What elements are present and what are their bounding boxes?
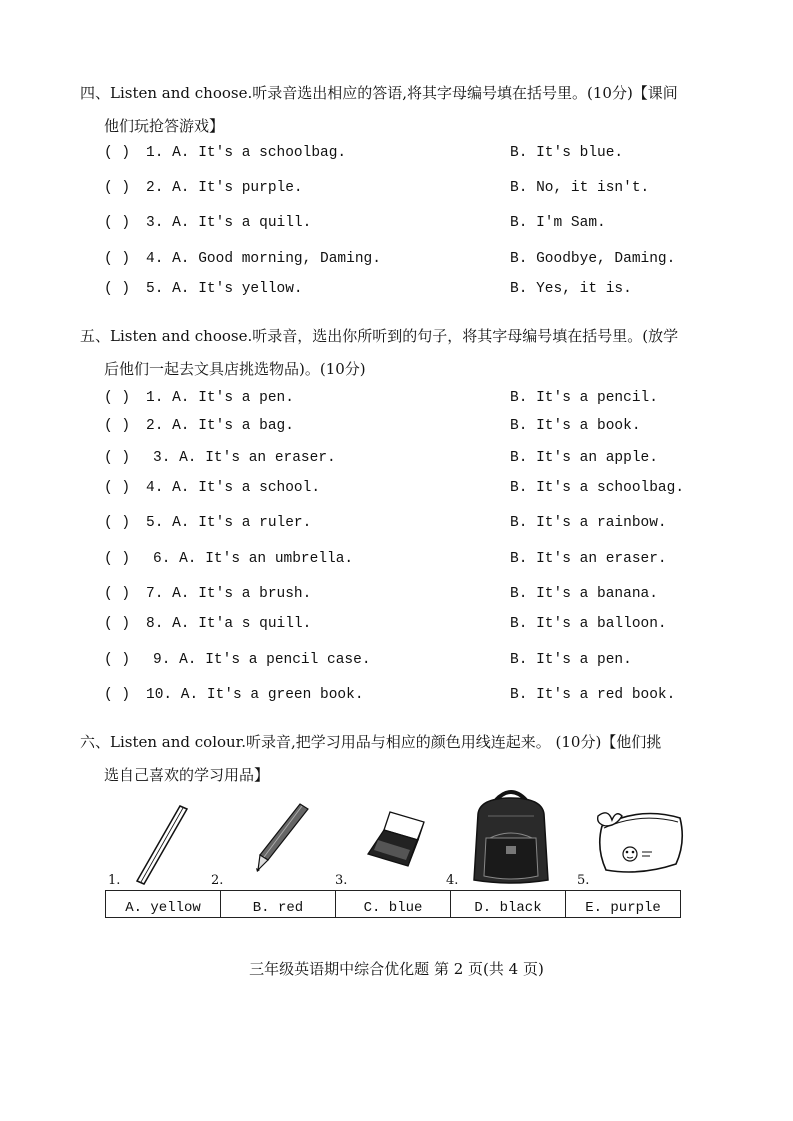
- colour-option-blue[interactable]: C. blue: [336, 891, 451, 918]
- answer-blank[interactable]: ( ): [104, 145, 131, 161]
- colour-option-yellow[interactable]: A. yellow: [106, 891, 221, 918]
- picture-number-2: 2.: [211, 873, 224, 888]
- option-b: B. It's a schoolbag.: [510, 480, 685, 496]
- option-a: 7. A. It's a brush.: [146, 586, 312, 602]
- picture-number-3: 3.: [335, 873, 348, 888]
- colour-options-table: [105, 890, 681, 918]
- option-b: B. I'm Sam.: [510, 215, 606, 231]
- answer-blank[interactable]: ( ): [104, 687, 131, 703]
- option-a: 6. A. It's an umbrella.: [153, 551, 354, 567]
- ruler-icon[interactable]: [132, 804, 192, 886]
- option-a: 2. A. It's a bag.: [146, 418, 294, 434]
- option-a: 4. A. It's a school.: [146, 480, 321, 496]
- picture-number-4: 4.: [446, 873, 459, 888]
- answer-blank[interactable]: ( ): [104, 281, 131, 297]
- schoolbag-icon[interactable]: [468, 786, 554, 886]
- option-b: B. It's a book.: [510, 418, 641, 434]
- section4-heading: 四、Listen and choose.听录音选出相应的答语,将其字母编号填在括号里。(10分)【课间: [80, 84, 678, 102]
- option-b: B. It's a pen.: [510, 652, 632, 668]
- option-b: B. Yes, it is.: [510, 281, 632, 297]
- answer-blank[interactable]: ( ): [104, 450, 131, 466]
- option-a: 8. A. It'a s quill.: [146, 616, 312, 632]
- eraser-icon[interactable]: [362, 810, 432, 868]
- answer-blank[interactable]: ( ): [104, 480, 131, 496]
- answer-blank[interactable]: ( ): [104, 551, 131, 567]
- picture-number-1: 1.: [108, 873, 121, 888]
- colour-option-black[interactable]: D. black: [451, 891, 566, 918]
- option-b: B. It's a banana.: [510, 586, 658, 602]
- option-a: 1. A. It's a pen.: [146, 390, 294, 406]
- option-b: B. Goodbye, Daming.: [510, 251, 676, 267]
- section4-heading-cont: 他们玩抢答游戏】: [104, 117, 225, 135]
- option-a: 4. A. Good morning, Daming.: [146, 251, 381, 267]
- colour-option-purple[interactable]: E. purple: [566, 891, 681, 918]
- option-b: B. It's a pencil.: [510, 390, 658, 406]
- pencil-case-icon[interactable]: [594, 802, 686, 882]
- section6-heading: 六、Listen and colour.听录音,把学习用品与相应的颜色用线连起来。 (10分)【他们挑: [80, 733, 662, 751]
- option-b: B. It's an eraser.: [510, 551, 667, 567]
- option-b: B. It's an apple.: [510, 450, 658, 466]
- answer-blank[interactable]: ( ): [104, 390, 131, 406]
- option-a: 5. A. It's a ruler.: [146, 515, 312, 531]
- answer-blank[interactable]: ( ): [104, 515, 131, 531]
- option-a: 1. A. It's a schoolbag.: [146, 145, 347, 161]
- section6-heading-cont: 选自己喜欢的学习用品】: [104, 766, 270, 784]
- option-a: 10. A. It's a green book.: [146, 687, 364, 703]
- option-a: 2. A. It's purple.: [146, 180, 303, 196]
- answer-blank[interactable]: ( ): [104, 586, 131, 602]
- picture-number-5: 5.: [577, 873, 590, 888]
- option-a: 9. A. It's a pencil case.: [153, 652, 371, 668]
- answer-blank[interactable]: ( ): [104, 418, 131, 434]
- option-b: B. It's a rainbow.: [510, 515, 667, 531]
- colour-option-red[interactable]: B. red: [221, 891, 336, 918]
- option-a: 5. A. It's yellow.: [146, 281, 303, 297]
- answer-blank[interactable]: ( ): [104, 652, 131, 668]
- pencil-icon[interactable]: [252, 802, 312, 874]
- option-b: B. It's blue.: [510, 145, 624, 161]
- option-a: 3. A. It's a quill.: [146, 215, 312, 231]
- option-b: B. It's a red book.: [510, 687, 676, 703]
- answer-blank[interactable]: ( ): [104, 616, 131, 632]
- section5-heading-cont: 后他们一起去文具店挑选物品)。(10分): [104, 360, 366, 378]
- stationery-pictures: [104, 782, 684, 892]
- answer-blank[interactable]: ( ): [104, 215, 131, 231]
- answer-blank[interactable]: ( ): [104, 180, 131, 196]
- option-a: 3. A. It's an eraser.: [153, 450, 336, 466]
- section5-heading: 五、Listen and choose.听录音，选出你所听到的句子，将其字母编号填在括号里。(放学: [80, 327, 679, 345]
- answer-blank[interactable]: ( ): [104, 251, 131, 267]
- option-b: B. It's a balloon.: [510, 616, 667, 632]
- page-footer: 三年级英语期中综合优化题 第 2 页(共 4 页): [249, 960, 544, 978]
- option-b: B. No, it isn't.: [510, 180, 650, 196]
